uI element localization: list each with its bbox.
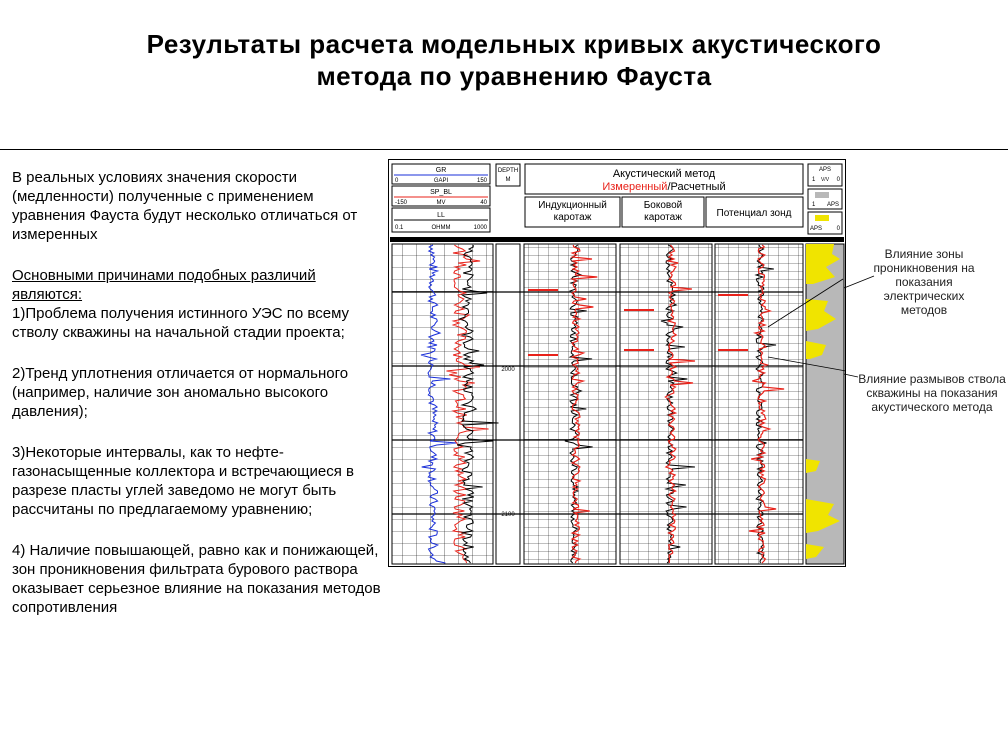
gr-scale [392, 164, 490, 184]
ll-min: 0.1 [395, 225, 404, 231]
sp-scale [392, 186, 490, 206]
depth-unit: M [505, 177, 511, 183]
title-line-2: метода по уравнению Фауста [316, 61, 712, 91]
title-line-1: Результаты расчета модельных кривых акустического [146, 29, 882, 59]
aps-mid-name: APS [826, 202, 839, 208]
aps-bot-max: 0 [836, 226, 840, 232]
aps-mid-min: 1 [812, 202, 816, 208]
sp-max: 40 [480, 200, 487, 206]
title-divider [0, 149, 1008, 150]
sp-name: SP_BL [430, 189, 452, 196]
col-lateral: Боковой каротаж [643, 200, 683, 223]
ll-max: 1000 [473, 225, 487, 231]
measured-spike-5 [718, 294, 748, 296]
measured-spike-2 [624, 349, 654, 351]
depth-mark-2100: 2100 [501, 512, 515, 518]
reason-2: 2)Тренд уплотнения отличается от нормального (например, наличие зон аномально высокого давления); [12, 365, 349, 420]
col-potential: Потенциал зонд [716, 208, 792, 219]
gr-min: 0 [395, 178, 399, 184]
track-aps [806, 244, 844, 564]
gr-unit: GAPI [433, 178, 449, 184]
sp-min: -150 [395, 200, 408, 206]
body-text [12, 168, 384, 639]
gr-name: GR [435, 167, 447, 174]
reason-1: 1)Проблема получения истинного УЭС по всему стволу скважины на начальной стадии проекта; [12, 305, 350, 341]
reason-3: 3)Некоторые интервалы, как то нефте-газонасыщенные коллектора и встречающиеся в разрезе пласты углей заведомо не могут быть рассчитаны по предлагаемому уравнению; [12, 444, 354, 518]
measured-spike-3 [718, 349, 748, 351]
well-log-figure [388, 159, 846, 567]
depth-header [496, 164, 520, 186]
reasons-heading-line-2: являются: [12, 286, 83, 303]
annotation-washout: Влияние размывов ствола скважины на показания акустического метода [858, 372, 1006, 414]
measured-calculated-legend [602, 181, 725, 193]
sp-unit: MV [436, 200, 446, 206]
annotation-arrows [840, 260, 880, 390]
measured-spike-0 [528, 289, 558, 291]
measured-spike-1 [528, 354, 558, 356]
depth-mark-2000: 2000 [501, 367, 515, 373]
depth-label: DEPTH [497, 168, 519, 174]
reasons-heading-line-1: Основными причинами подобных различий [12, 267, 316, 284]
ll-scale [392, 208, 490, 232]
col-induction: Индукционный каротаж [538, 200, 607, 223]
intro-paragraph: В реальных условиях значения скорости (медленности) полученные с применением уравнения Фауста будут несколько отличаться от измеренных [12, 169, 358, 243]
annotation-invasion-zone: Влияние зоны проникновения на показания электрических методов [873, 247, 975, 317]
aps-header [808, 164, 842, 234]
reasons-heading [12, 266, 384, 304]
legend-slash: / [667, 181, 671, 193]
measured-spike-4 [624, 309, 654, 311]
acoustic-title: Акустический метод [612, 168, 716, 180]
gr-max: 150 [476, 178, 487, 184]
calculated-label: Расчетный [670, 181, 726, 193]
ll-name: LL [437, 212, 445, 219]
aps-bot-name: APS [810, 226, 823, 232]
measured-label: Измеренный [602, 181, 668, 193]
ll-unit: OHMM [431, 225, 451, 231]
reason-4: 4) Наличие повышающей, равно как и понижающей, зон проникновения фильтрата бурового раствора оказывает серьезное влияние на показания методов сопротивления [12, 542, 381, 616]
aps-top-max: 0 [836, 177, 840, 183]
aps-top-unit: V/V [820, 177, 830, 183]
slide-title [40, 28, 988, 92]
aps-top-name: APS [818, 167, 832, 173]
aps-top-min: 1 [812, 177, 816, 183]
